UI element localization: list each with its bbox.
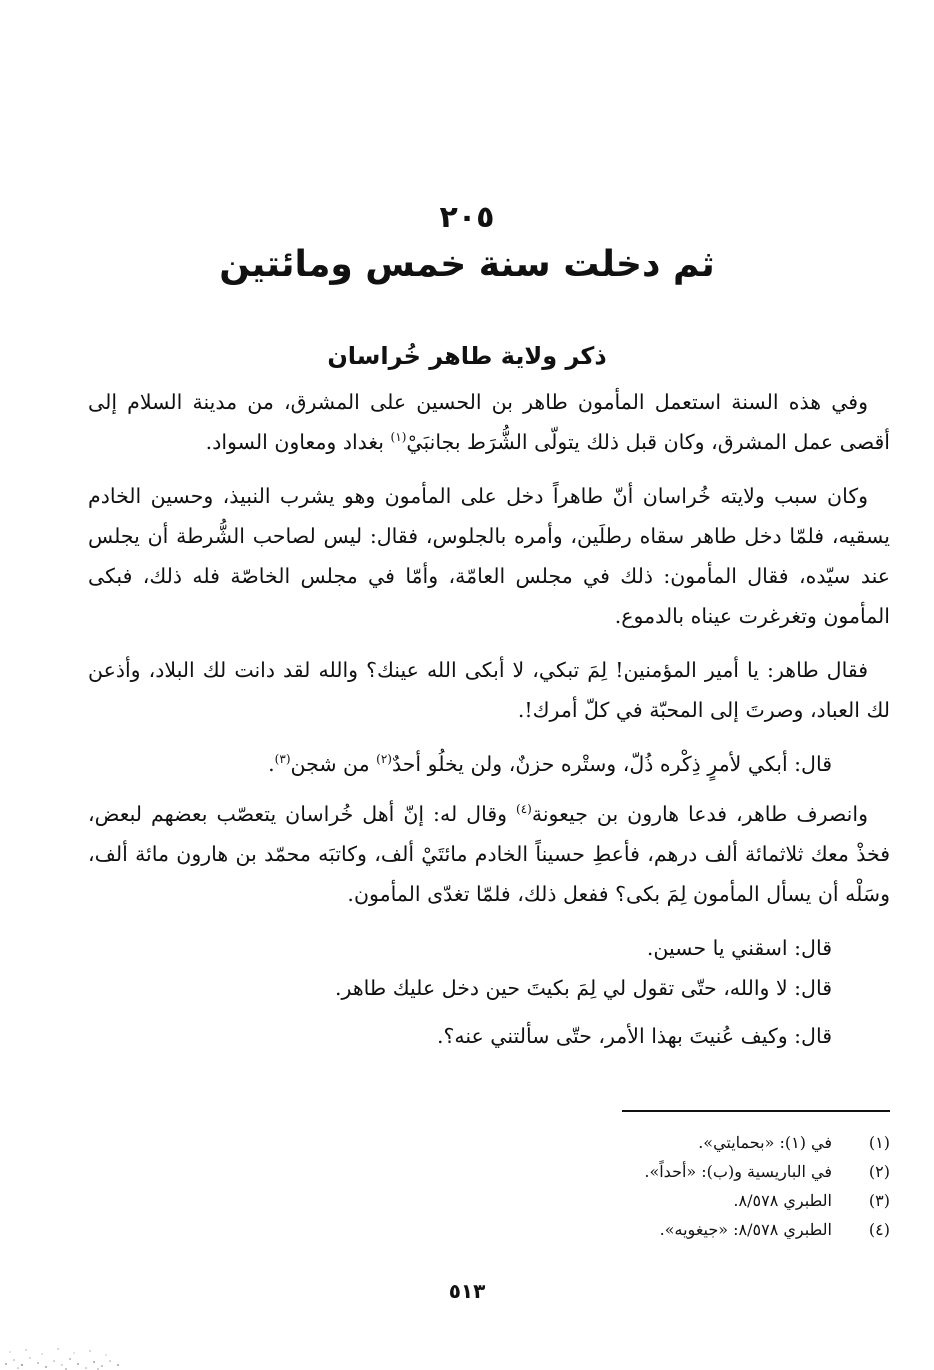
dialog-line-3: قال: وكيف عُنيتَ بهذا الأمر، حتّى سألتني عنه؟.	[436, 1024, 832, 1048]
paragraph-4	[88, 744, 890, 784]
chapter-heading	[0, 198, 934, 290]
footnote-ref-1: (١)	[390, 430, 407, 445]
dialog-line-2: قال: لا والله، حتّى تقول لي لِمَ بكيتَ حين دخل عليك طاهر.	[335, 976, 832, 1000]
scan-speckle-decoration	[0, 1334, 130, 1370]
footnote-number: (٢)	[868, 1162, 890, 1181]
paragraph-4-text-middle: من شجن	[290, 752, 377, 776]
body-text	[88, 382, 890, 1056]
footnote-text: الطبري ٨/٥٧٨.	[733, 1191, 832, 1210]
page-number: ٥١٣	[448, 1279, 486, 1303]
paragraph-5-text-end: وقال له: إنّ أهل خُراسان يتعصّب بعضهم لبعض، فخذْ معك ثلاثمائة ألف درهم، فأعطِ حسيناً الخادم مائتَيْ ألف، وكاتبَه محمّد بن هارون مائة ألف، وسَلْه أن يسأل المأمون لِمَ بكى؟ ففعل ذلك، فلمّا تغدّى المأمون.	[88, 802, 890, 906]
paragraph-4-text-start: قال: أبكي لأمرٍ ذِكْره ذُلّ، وستْره حزنٌ، ولن يخلُو أحدٌ	[391, 752, 832, 776]
footnotes	[88, 1128, 890, 1244]
paragraph-3: فقال طاهر: يا أمير المؤمنين! لِمَ تبكي، لا أبكى الله عينك؟ والله لقد دانت لك البلاد، وأذعن لك العباد، وصرتَ إلى المحبّة في كلّ أمرك!.	[88, 658, 890, 722]
footnote-number: (١)	[868, 1133, 890, 1152]
paragraph-4-text-end: .	[268, 752, 275, 776]
paragraph-1-text-start: وفي هذه السنة استعمل المأمون طاهر بن الحسين على المشرق، من مدينة السلام إلى أقصى عمل المشرق، وكان قبل ذلك يتولّى الشُّرَط بجانبَيْ	[88, 390, 890, 454]
footnote-ref-3: (٣)	[274, 752, 291, 767]
footnote-2	[88, 1157, 890, 1186]
chapter-title: ثم دخلت سنة خمس ومائتين	[219, 244, 715, 285]
footnote-number: (٣)	[868, 1191, 890, 1210]
footnote-ref-4: (٤)	[516, 802, 532, 817]
footnote-number: (٤)	[868, 1220, 890, 1239]
paragraph-1-text-end: بغداد ومعاون السواد.	[205, 430, 391, 454]
dialog-line-1: قال: اسقني يا حسين.	[646, 936, 832, 960]
paragraph-5-text-start: وانصرف طاهر، فدعا هارون بن جيعونة	[531, 802, 868, 826]
paragraph-2: وكان سبب ولايته خُراسان أنّ طاهراً دخل على المأمون وهو يشرب النبيذ، وحسين الخادم يسقيه، فلمّا دخل طاهر سقاه رطلَين، وأمره بالجلوس، فقال: ليس لصاحب الشُّرطة أن يجلس عند سيّده، فقال المأمون: ذلك في مجلس العامّة، وأمّا في مجلس الخاصّة فله ذلك، فبكى المأمون وتغرغرت عيناه بالدموع.	[88, 484, 890, 628]
paragraph-5	[88, 794, 890, 914]
section-title: ذكر ولاية طاهر خُراسان	[327, 342, 607, 370]
footnote-text: الطبري ٨/٥٧٨: «جيغويه».	[659, 1220, 832, 1239]
paragraph-1	[88, 382, 890, 462]
footnote-4	[88, 1215, 890, 1244]
footnote-text: في الباريسية و(ب): «أحداً».	[644, 1162, 832, 1181]
year-number: ٢٠٥	[439, 200, 495, 235]
footnote-text: في (١): «بحمايتي».	[698, 1133, 832, 1152]
footnote-separator	[622, 1110, 890, 1112]
footnote-1	[88, 1128, 890, 1157]
footnote-ref-2: (٢)	[376, 752, 392, 767]
footnote-3	[88, 1186, 890, 1215]
dialog-group	[88, 928, 890, 1056]
